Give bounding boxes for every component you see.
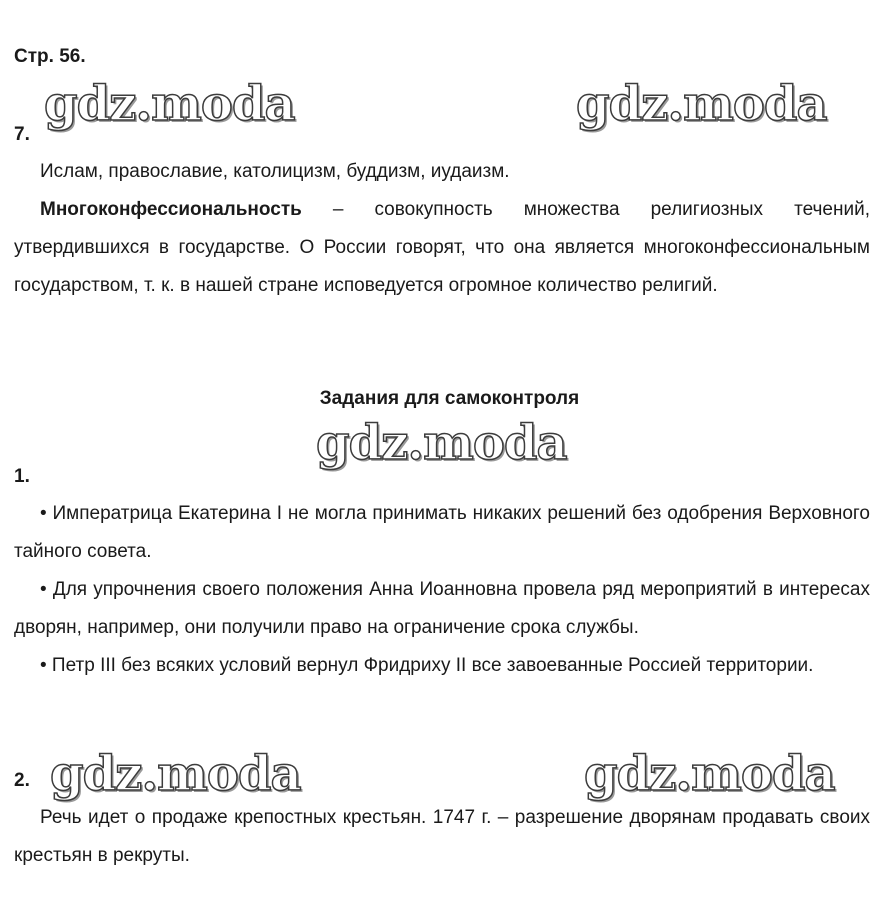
list-item	[14, 495, 870, 571]
list-item	[14, 647, 870, 685]
task7-answer	[14, 153, 870, 191]
task-number-1: 1.	[14, 466, 30, 487]
definition-text: – совокупность множества религиозных течений, утвердившихся в государстве. О России говорят, что она является многоконфессиональным государством, т. к. в нашей стране исповедуется огромное количество религий.	[14, 199, 870, 296]
watermark: gdz.moda	[316, 415, 567, 471]
task-number-2: 2.	[14, 770, 30, 791]
watermark: gdz.moda	[50, 746, 301, 802]
list-item	[14, 571, 870, 647]
list-item-text: • Императрица Екатерина I не могла принимать никаких решений без одобрения Верховного тайного совета.	[14, 503, 870, 562]
list-item-text: • Для упрочнения своего положения Анна Иоанновна провела ряд мероприятий в интересах дворян, например, они получили право на ограничение срока службы.	[14, 579, 870, 638]
task7-definition	[14, 191, 870, 304]
task2-text: Речь идет о продаже крепостных крестьян. 1747 г. – разрешение дворянам продавать своих крестьян в рекруты.	[14, 807, 870, 866]
task2-answer	[14, 799, 870, 875]
page-label: Стр. 56.	[14, 46, 86, 67]
task-number-7: 7.	[14, 124, 30, 145]
watermark: gdz.moda	[576, 76, 827, 132]
term: Многоконфессиональность	[40, 199, 302, 220]
task7-line1: Ислам, православие, католицизм, буддизм, иудаизм.	[40, 161, 510, 182]
watermark: gdz.moda	[44, 76, 295, 132]
watermark: gdz.moda	[584, 746, 835, 802]
list-item-text: • Петр III без всяких условий вернул Фридриху II все завоеванные Россией территории.	[40, 655, 814, 676]
section-title: Задания для самоконтроля	[319, 388, 580, 409]
